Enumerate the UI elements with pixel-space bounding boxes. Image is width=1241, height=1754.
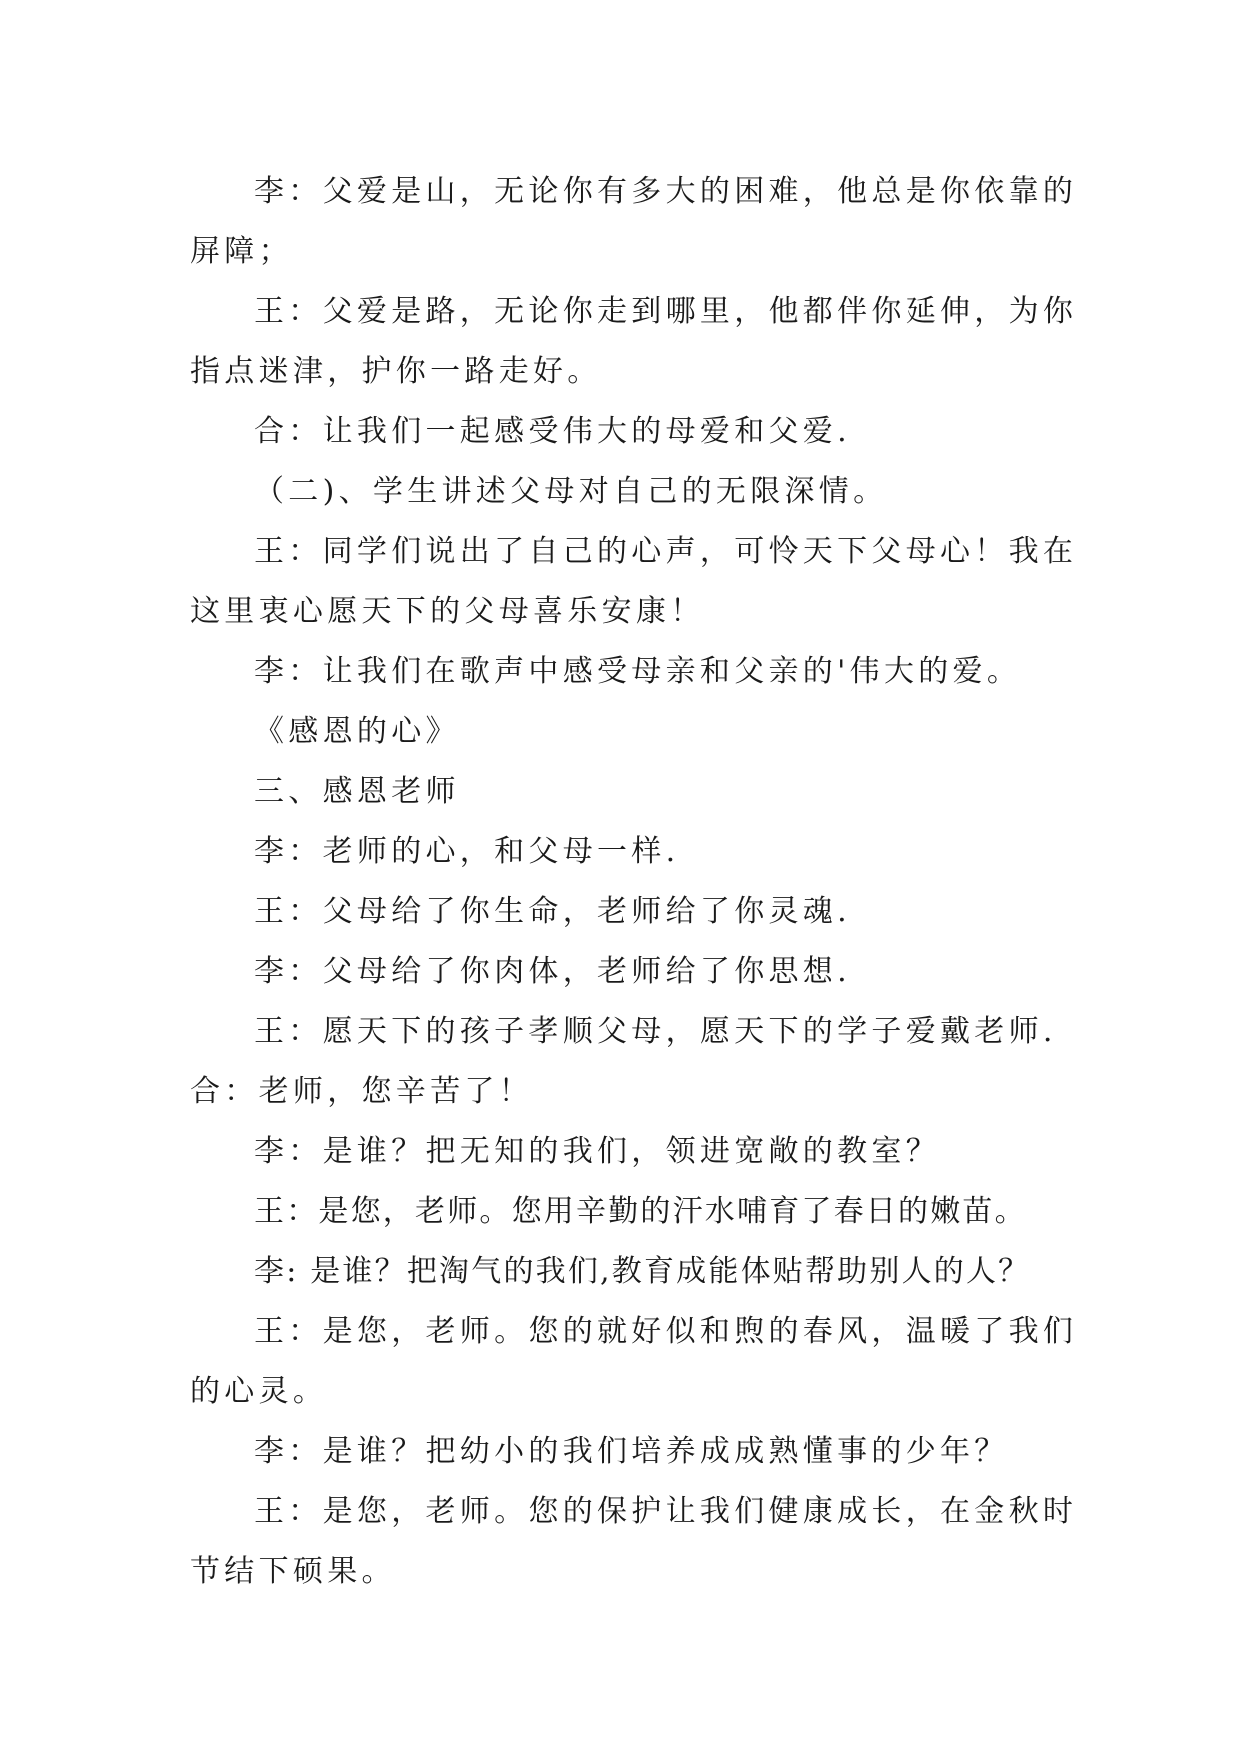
- text-line: 王：是您，老师。您的保护让我们健康成长，在金秋时: [254, 1494, 1078, 1529]
- text-line: 合：让我们一起感受伟大的母爱和父爱.: [254, 414, 851, 449]
- text-line: 李：是谁？把幼小的我们培养成成熟懂事的少年？: [254, 1434, 1009, 1469]
- text-line: 的心灵。: [190, 1374, 328, 1409]
- text-line: 王：父母给了你生命，老师给了你灵魂.: [254, 894, 851, 929]
- text-line: 李：让我们在歌声中感受母亲和父亲的'伟大的爱。: [254, 654, 1022, 689]
- text-line: 王：父爱是路，无论你走到哪里，他都伴你延伸，为你: [254, 294, 1078, 329]
- text-line: 李：父母给了你肉体，老师给了你思想.: [254, 954, 851, 989]
- text-line: 李：是谁？把无知的我们，领进宽敞的教室？: [254, 1134, 940, 1169]
- text-line: 《感恩的心》: [254, 714, 460, 749]
- text-line: 合：老师，您辛苦了！: [190, 1074, 533, 1109]
- text-line: 节结下硕果。: [190, 1554, 396, 1589]
- text-line: 屏障；: [190, 234, 293, 269]
- section-heading: 三、感恩老师: [254, 774, 460, 809]
- text-line: 这里衷心愿天下的父母喜乐安康！: [190, 594, 705, 629]
- text-line: 王：是您，老师。您用辛勤的汗水哺育了春日的嫩苗。: [254, 1194, 1027, 1229]
- text-line: （二)、学生讲述父母对自己的无限深情。: [254, 474, 888, 509]
- text-line: 王：同学们说出了自己的心声，可怜天下父母心！我在: [254, 534, 1078, 569]
- text-line: 李: 是谁？把淘气的我们,教育成能体贴帮助别人的人？: [254, 1254, 1031, 1289]
- text-line: 王：愿天下的孩子孝顺父母，愿天下的学子爱戴老师.: [254, 1014, 1057, 1049]
- text-line: 指点迷津，护你一路走好。: [190, 354, 602, 389]
- text-line: 李：父爱是山，无论你有多大的困难，他总是你依靠的: [254, 174, 1078, 209]
- text-line: 李：老师的心，和父母一样.: [254, 834, 680, 869]
- text-line: 王：是您，老师。您的就好似和煦的春风，温暖了我们: [254, 1314, 1078, 1349]
- document-body: [190, 162, 1078, 1602]
